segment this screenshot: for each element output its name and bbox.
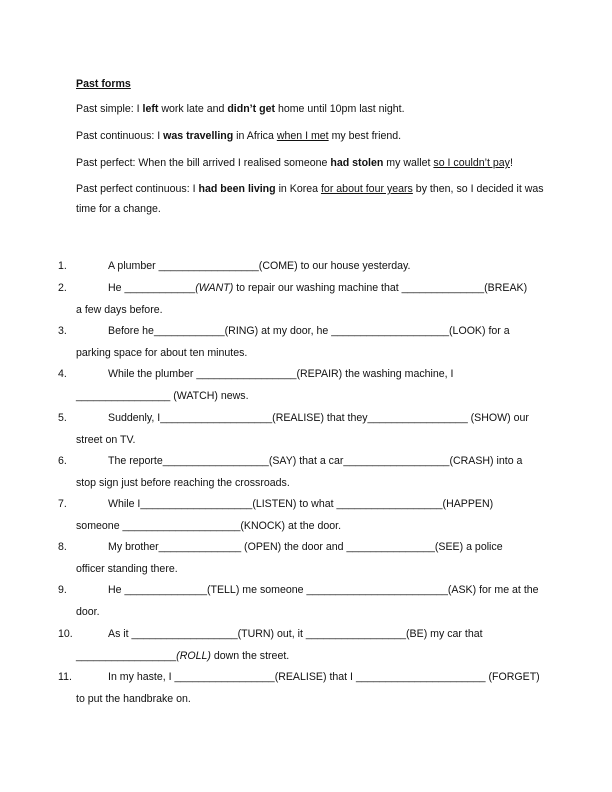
example-verb: was travelling — [163, 130, 234, 142]
example-text: in Korea — [275, 183, 321, 195]
exercise-line: In my haste, I _________________(REALISE) that I ______________________ (FORGET) — [108, 671, 540, 683]
exercise-line-continued: door. — [76, 606, 100, 618]
exercise-number: 6. — [58, 455, 67, 467]
exercise-line: He ______________(TELL) me someone ________________________(ASK) for me at the — [108, 584, 539, 596]
exercise-number: 8. — [58, 541, 67, 553]
example-clause: so I couldn’t pay — [433, 157, 510, 169]
exercise-number: 1. — [58, 260, 67, 272]
exercise-line-continued: someone ____________________(KNOCK) at the door. — [76, 520, 342, 532]
exercise-line-continued: officer standing there. — [76, 563, 178, 575]
exercise-verb-hint: (WANT) — [195, 282, 234, 294]
exercise-text: down the street. — [210, 650, 290, 662]
example-text: my best friend. — [328, 130, 402, 142]
example-clause: for about four years — [320, 183, 413, 195]
example-text: work late and — [158, 103, 228, 115]
exercise-number: 11. — [58, 671, 72, 683]
exercise-text: _________________ — [76, 650, 177, 662]
exercise-line-continued: street on TV. — [76, 434, 136, 446]
exercise-line-continued: parking space for about ten minutes. — [76, 347, 248, 359]
example-past-continuous — [76, 130, 401, 142]
exercise-verb-hint: (ROLL) — [176, 650, 211, 662]
example-text: home until 10pm last night. — [275, 103, 405, 115]
example-text: my wallet — [383, 157, 434, 169]
exercise-number: 4. — [58, 368, 67, 380]
exercise-number: 9. — [58, 584, 67, 596]
exercise-line-continued: stop sign just before reaching the crossroads. — [76, 477, 290, 489]
example-text: Past perfect continuous: I — [76, 183, 199, 195]
example-text: in Africa — [233, 130, 277, 142]
exercise-line-continued: a few days before. — [76, 304, 163, 316]
exercise-line: Suddenly, I___________________(REALISE) that they_________________ (SHOW) our — [108, 412, 529, 424]
example-clause: when I met — [276, 130, 329, 142]
example-text: by then, so I decided it was time for a change. — [76, 183, 544, 215]
example-verb: didn’t get — [227, 103, 275, 115]
example-past-perfect — [76, 157, 513, 169]
example-text: Past continuous: I — [76, 130, 164, 142]
exercise-line: My brother______________ (OPEN) the door and _______________(SEE) a police — [108, 541, 503, 553]
exercise-line-continued — [76, 650, 289, 662]
example-past-simple — [76, 103, 405, 115]
exercise-line: A plumber _________________(COME) to our house yesterday. — [108, 260, 411, 272]
exercise-number: 10. — [58, 628, 73, 640]
exercise-number: 7. — [58, 498, 67, 510]
exercise-line: As it __________________(TURN) out, it _________________(BE) my car that — [108, 628, 483, 640]
example-verb: had been living — [198, 183, 276, 195]
exercise-line-continued: to put the handbrake on. — [76, 693, 191, 705]
exercise-number: 5. — [58, 412, 67, 424]
example-text: ! — [509, 157, 513, 169]
exercise-text: He ____________ — [108, 282, 196, 294]
exercise-line-continued: ________________ (WATCH) news. — [76, 390, 249, 402]
exercise-number: 2. — [58, 282, 67, 294]
exercise-line: While the plumber _________________(REPAIR) the washing machine, I — [108, 368, 454, 380]
exercise-line: Before he____________(RING) at my door, he ____________________(LOOK) for a — [108, 325, 510, 337]
exercise-line — [108, 282, 527, 294]
example-text: Past simple: I — [76, 103, 143, 115]
exercise-number: 3. — [58, 325, 67, 337]
example-past-perfect-continuous — [76, 179, 546, 219]
exercise-line: While I___________________(LISTEN) to what __________________(HAPPEN) — [108, 498, 494, 510]
example-verb: had stolen — [330, 157, 384, 169]
exercise-text: to repair our washing machine that ______________(BREAK) — [233, 282, 528, 294]
example-verb: left — [142, 103, 159, 115]
section-title: Past forms — [76, 78, 131, 90]
exercise-line: The reporte__________________(SAY) that a car__________________(CRASH) into a — [108, 455, 523, 467]
example-text: Past perfect: When the bill arrived I realised someone — [76, 157, 331, 169]
